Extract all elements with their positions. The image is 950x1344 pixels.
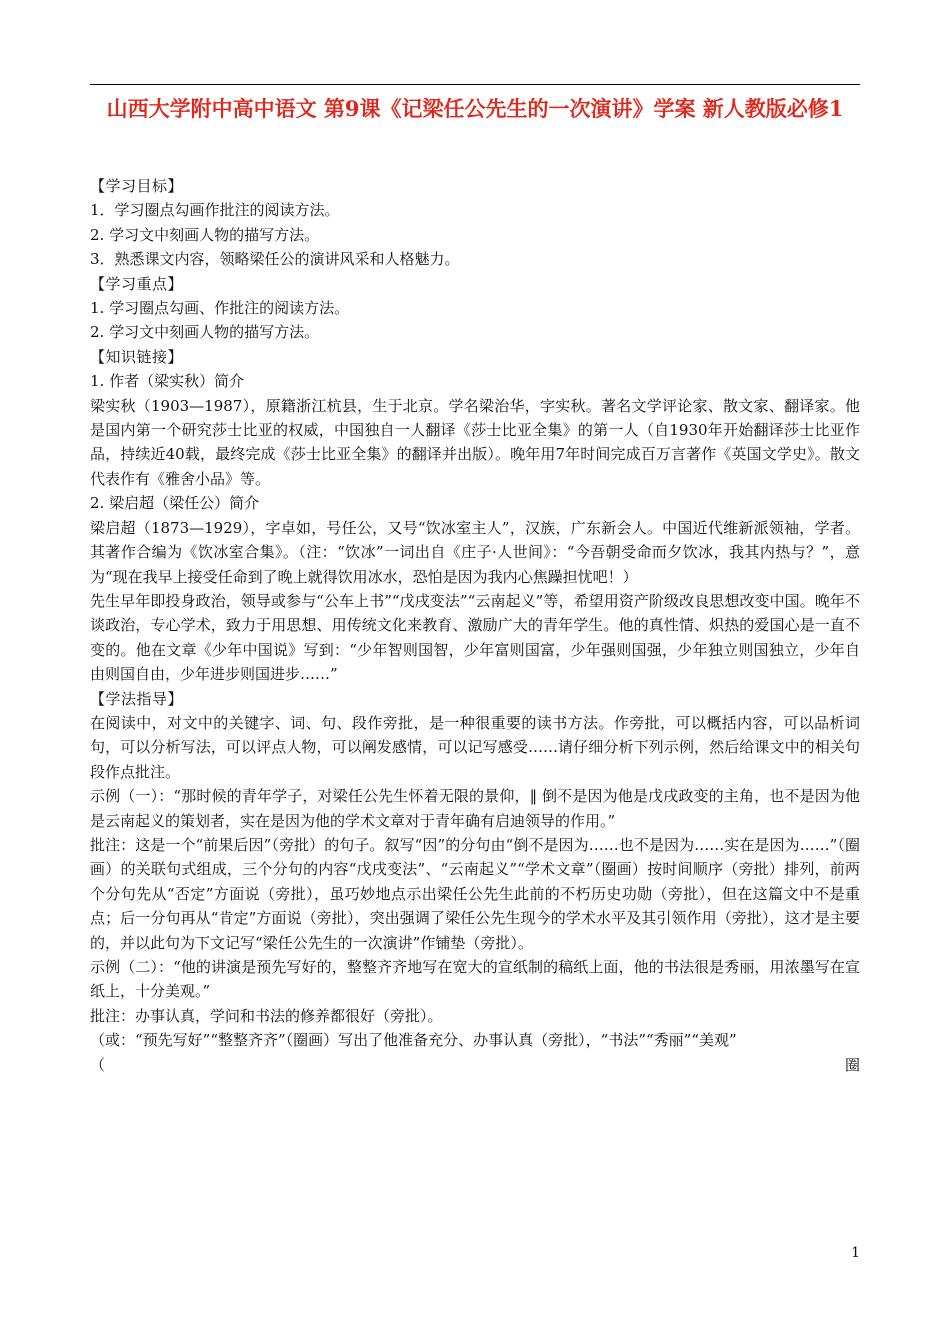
focus-heading: 【学习重点】 (90, 274, 184, 293)
method-paragraph: 在阅读中，对文中的关键字、词、句、段作旁批，是一种很重要的读书方法。作旁批，可以概括内容，可以品析词句，可以分析写法，可以评点人物，可以阐发感情，可以记写感受……请仔细分析下列示例，然后给课文中的相关句段作点批注。 (90, 713, 860, 781)
page-number: 1 (851, 1245, 860, 1261)
annotation-continuation (90, 1053, 860, 1077)
trailing-char: 圈 (844, 1055, 860, 1074)
author2-heading: 2. 梁启超（梁任公）简介 (90, 494, 260, 513)
focus-item: 1. 学习圈点勾画、作批注的阅读方法。 (90, 299, 350, 318)
author2-paragraph: 先生早年即投身政治，领导或参与“公车上书”“戊戌变法”“云南起义”等，希望用资产阶级改良思想改变中国。晚年不谈政治，专心学术，致力于用思想、用传统文化来教育、激励广大的青年学生。他的真性情、炽热的爱国心是一直不变的。他在文章《少年中国说》写到：“少年智则国智，少年富则国富，少年强则国强，少年独立则国独立，少年自由则国自由，少年进步则国进步……” (90, 591, 860, 684)
goal-item: 2. 学习文中刻画人物的描写方法。 (90, 225, 320, 244)
document-body (90, 174, 860, 1077)
example-paragraph: 示例（一）：“那时候的青年学子，对梁任公先生怀着无限的景仰，‖ 倒不是因为他是戊戌政变的主角，也不是因为他是云南起义的策划者，实在是因为他的学术文章对于青年确有启迪领导的作用。” (90, 787, 860, 830)
example-paragraph: 示例（二）：“他的讲演是预先写好的，整整齐齐地写在宽大的宣纸制的稿纸上面，他的书法很是秀丽，用浓墨写在宣纸上，十分美观。” (90, 958, 860, 1001)
annotation-paragraph: 批注：这是一个“前果后因”（旁批）的句子。叙写“因”的分句由“倒不是因为……也不是因为……实在是因为……”（圈画）的关联句式组成，三个分句的内容“戊戌变法”、“云南起义”“学术文章”（圈画）按时间顺序（旁批）排列，前两个分句先从“否定”方面说（旁批），虽巧妙地点示出梁任公先生此前的不朽历史功勋（旁批），但在这篇文中不是重点；后一分句再从“肯定”方面说（旁批），突出强调了梁任公先生现今的学术水平及其引领作用（旁批），这才是主要的，并以此句为下文记写“梁任公先生的一次演讲”作铺垫（旁批）。 (90, 835, 860, 952)
links-heading: 【知识链接】 (90, 347, 184, 366)
header-rule (90, 84, 860, 85)
goals-heading: 【学习目标】 (90, 177, 184, 195)
open-paren: （ (90, 1055, 106, 1074)
goal-item: 3．熟悉课文内容，领略梁任公的演讲风采和人格魅力。 (90, 250, 460, 269)
annotation-paragraph: （或：“预先写好”“整整齐齐”（圈画）写出了他准备充分、办事认真（旁批），“书法”“秀丽”“美观” (90, 1031, 737, 1050)
method-heading: 【学法指导】 (90, 689, 184, 708)
goal-item: 1．学习圈点勾画作批注的阅读方法。 (90, 201, 340, 220)
author1-paragraph: 梁实秋（1903—1987），原籍浙江杭县，生于北京。学名梁治华，字实秋。著名文学评论家、散文家、翻译家。他是国内第一个研究莎士比亚的权威，中国独自一人翻译《莎士比亚全集》的第一人（自1930年开始翻译莎士比亚作品，持续近40载，最终完成《莎士比亚全集》的翻译并出版）。晚年用7年时间完成百万言著作《英国文学史》。散文代表作有《雅舍小品》等。 (90, 396, 860, 488)
author1-heading: 1. 作者（梁实秋）简介 (90, 372, 245, 391)
document-title: 山西大学附中高中语文 第9课《记梁任公先生的一次演讲》学案 新人教版必修1 (106, 96, 844, 121)
author2-paragraph: 梁启超（1873—1929），字卓如，号任公，又号“饮冰室主人”，汉族，广东新会人。中国近代维新派领袖，学者。其著作合编为《饮冰室合集》。（注：“饮冰”一词出自《庄子·人世间》：“今吾朝受命而夕饮冰，我其内热与？”，意为“现在我早上接受任命到了晚上就得饮用冰水，恐怕是因为我内心焦躁担忧吧！） (90, 518, 860, 586)
focus-item: 2. 学习文中刻画人物的描写方法。 (90, 323, 320, 342)
annotation-paragraph: 批注：办事认真，学问和书法的修养都很好（旁批）。 (90, 1006, 443, 1025)
